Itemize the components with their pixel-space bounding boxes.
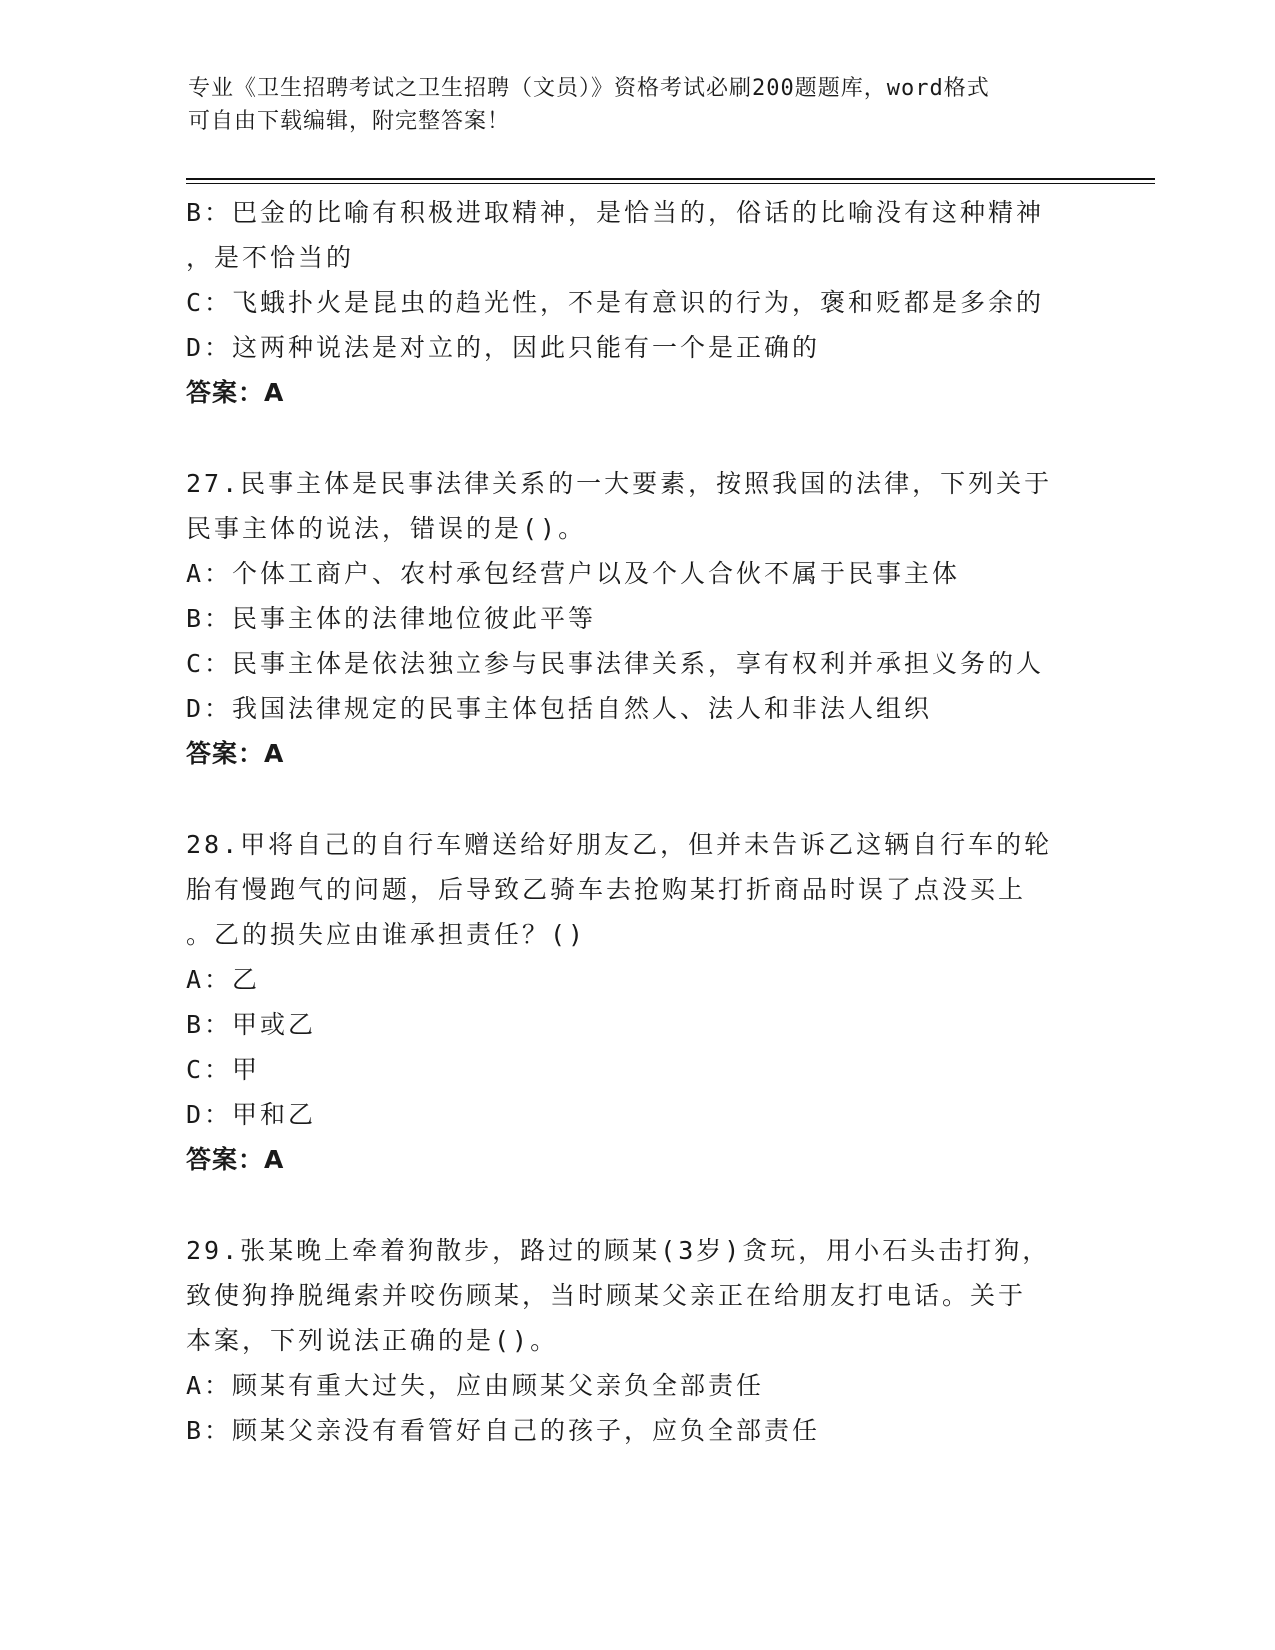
option-d: D：这两种说法是对立的，因此只能有一个是正确的 [186, 333, 821, 362]
option-b: B：民事主体的法律地位彼此平等 [186, 604, 597, 633]
question-29 [186, 1228, 1086, 1453]
option-a: A：乙 [186, 965, 261, 994]
option-b-line-1: B：巴金的比喻有积极进取精神，是恰当的，俗话的比喻没有这种精神 [186, 198, 1045, 227]
option-c: C：民事主体是依法独立参与民事法律关系，享有权利并承担义务的人 [186, 649, 1045, 678]
question-stem-line-2: 致使狗挣脱绳索并咬伤顾某，当时顾某父亲正在给朋友打电话。关于 [186, 1281, 1027, 1310]
question-28 [186, 822, 1086, 1182]
option-b-line-2: ，是不恰当的 [186, 243, 355, 272]
question-stem-line-3: 。乙的损失应由谁承担责任？() [186, 920, 587, 949]
option-a: A：顾某有重大过失，应由顾某父亲负全部责任 [186, 1371, 765, 1400]
option-d: D：我国法律规定的民事主体包括自然人、法人和非法人组织 [186, 694, 933, 723]
page-header [188, 72, 1068, 138]
option-b: B：甲或乙 [186, 1010, 317, 1039]
question-27 [186, 461, 1086, 776]
option-c: C：飞蛾扑火是昆虫的趋光性，不是有意识的行为，褒和贬都是多余的 [186, 288, 1045, 317]
question-stem-line-2: 民事主体的说法，错误的是()。 [186, 514, 587, 543]
question-list [186, 190, 1086, 1453]
option-a: A：个体工商户、农村承包经营户以及个人合伙不属于民事主体 [186, 559, 961, 588]
question-26-tail [186, 190, 1086, 415]
answer-line: 答案：A [186, 1145, 285, 1174]
header-title-line-1: 专业《卫生招聘考试之卫生招聘（文员）》资格考试必刷200题题库，word格式 [188, 76, 990, 101]
option-c: C：甲 [186, 1055, 261, 1084]
header-title-line-2: 可自由下载编辑，附完整答案！ [188, 109, 511, 134]
question-stem-line-2: 胎有慢跑气的问题，后导致乙骑车去抢购某打折商品时误了点没买上 [186, 875, 1027, 904]
header-rule-thin [186, 183, 1155, 184]
answer-line: 答案：A [186, 739, 285, 768]
question-stem-line-1: 28.甲将自己的自行车赠送给好朋友乙，但并未告诉乙这辆自行车的轮 [186, 830, 1053, 859]
spacer [186, 776, 1086, 822]
spacer [186, 415, 1086, 461]
spacer [186, 1182, 1086, 1228]
option-b: B：顾某父亲没有看管好自己的孩子，应负全部责任 [186, 1416, 821, 1445]
option-d: D：甲和乙 [186, 1100, 317, 1129]
header-rule-thick [186, 178, 1155, 180]
question-stem-line-1: 29.张某晚上牵着狗散步，路过的顾某(3岁)贪玩，用小石头击打狗， [186, 1236, 1051, 1265]
answer-line: 答案：A [186, 378, 285, 407]
question-stem-line-3: 本案，下列说法正确的是()。 [186, 1326, 559, 1355]
question-stem-line-1: 27.民事主体是民事法律关系的一大要素，按照我国的法律，下列关于 [186, 469, 1053, 498]
